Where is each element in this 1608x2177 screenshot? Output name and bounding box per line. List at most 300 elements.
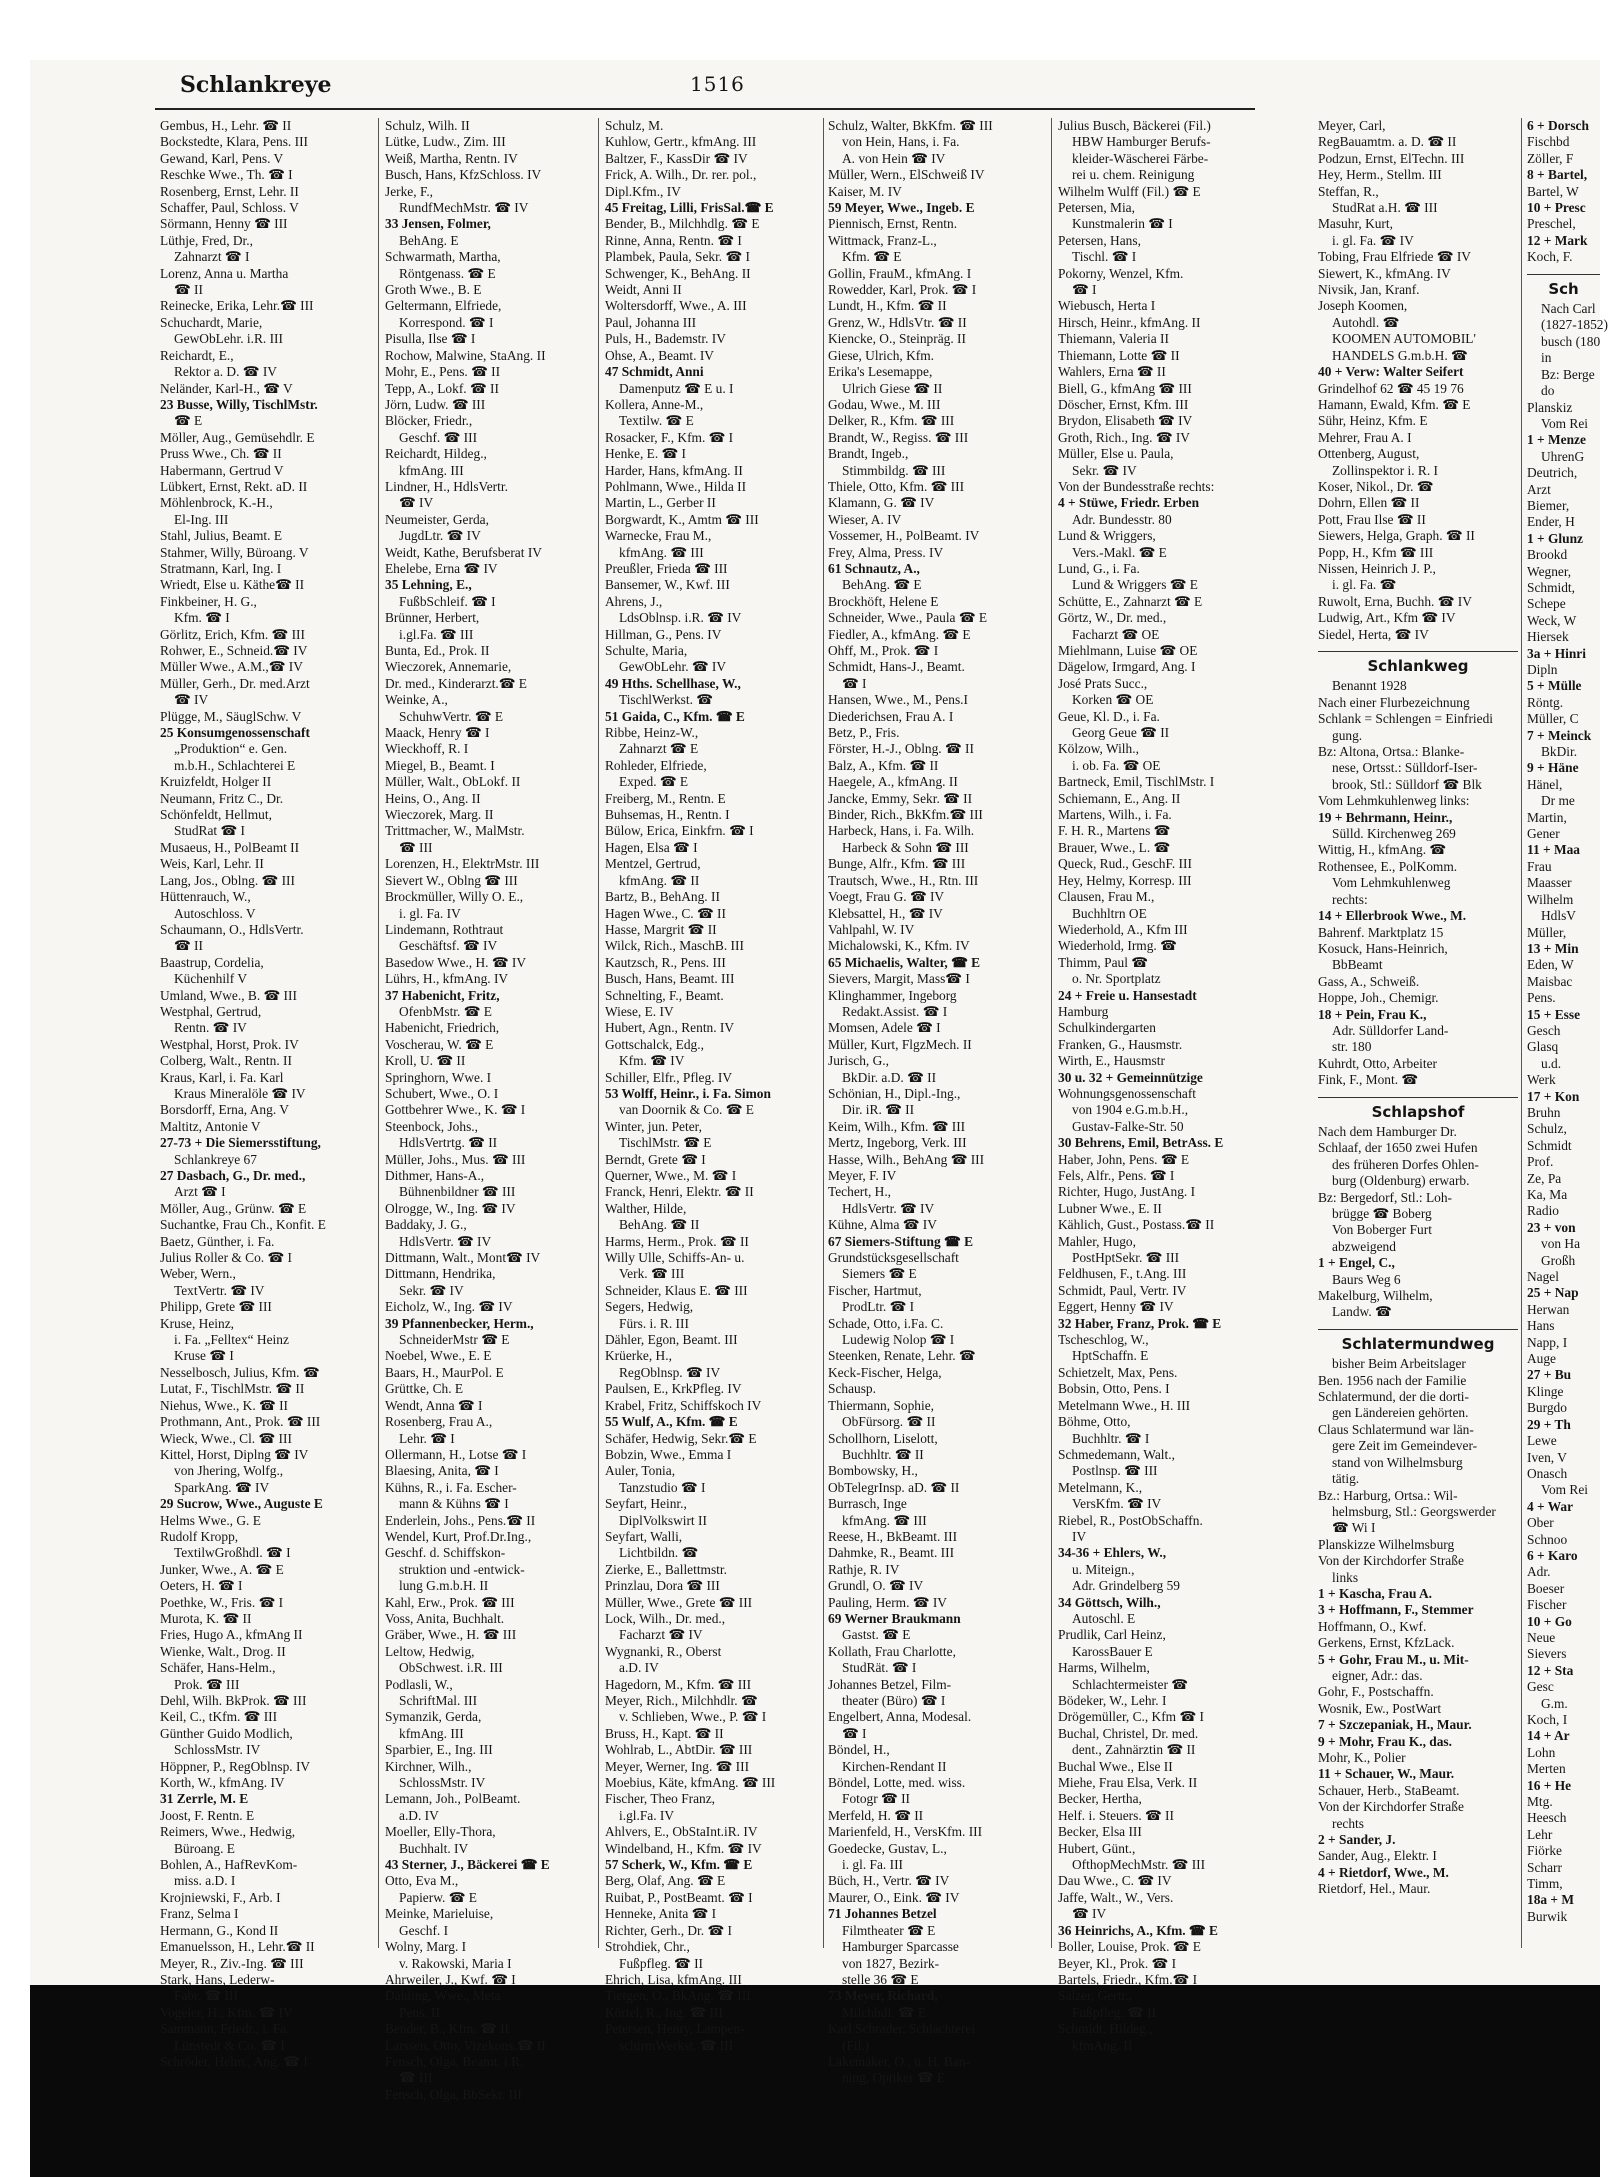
directory-entry: Techert, H., — [828, 1184, 892, 1200]
directory-entry: v. Rakowski, Maria I — [399, 1955, 512, 1971]
directory-entry: busch (180 — [1541, 333, 1601, 349]
directory-entry: Pott, Frau Ilse ☎ II — [1318, 511, 1426, 527]
directory-entry: Nach Carl — [1541, 301, 1596, 317]
running-head: Schlankreye — [180, 72, 332, 98]
directory-entry: Tischl. ☎ I — [1072, 249, 1137, 265]
directory-entry: Neländer, Karl-H., ☎ V — [160, 380, 293, 396]
column-divider — [378, 118, 379, 1948]
directory-entry: Gembus, H., Lehr. ☎ II — [160, 118, 292, 133]
directory-entry: Richter, Hugo, JustAng. I — [1058, 1184, 1196, 1200]
directory-entry: GewObLehr. ☎ IV — [619, 659, 727, 675]
directory-entry: Trautsch, Wwe., H., Rtn. III — [828, 872, 979, 888]
directory-entry: Geue, Kl. D., i. Fa. — [1058, 708, 1160, 724]
directory-entry: SchuhwVertr. ☎ E — [399, 708, 504, 724]
directory-entry: gere Zeit im Gemeindever- — [1332, 1438, 1478, 1454]
directory-entry: Autoschl. E — [1072, 1610, 1136, 1626]
directory-entry: Thiele, Otto, Kfm. ☎ III — [828, 478, 965, 494]
directory-entry: Schütte, E., Zahnarzt ☎ E — [1058, 593, 1203, 609]
directory-entry: Bombowsky, H., — [828, 1463, 918, 1479]
directory-entry: Tietgen, O., BkAng. ☎ III — [605, 1988, 751, 2004]
directory-entry: Blaesing, Anita, ☎ I — [385, 1463, 499, 1479]
directory-entry: struktion und -entwick- — [399, 1561, 525, 1577]
directory-entry: Plambek, Paula, Sekr. ☎ I — [605, 249, 750, 265]
directory-entry: BkDir. — [1541, 744, 1578, 760]
directory-entry: Wosnik, Ew., PostWart — [1318, 1700, 1442, 1716]
column-4 — [828, 118, 1048, 2086]
directory-entry: Klebsattel, H., ☎ IV — [828, 905, 943, 921]
directory-entry: Görtz, W., Dr. med., — [1058, 610, 1167, 626]
directory-entry: Ludewig Nolop ☎ I — [842, 1332, 955, 1348]
directory-entry: Bartneck, Emil, TischlMstr. I — [1058, 774, 1215, 790]
directory-entry: Podlasli, W., — [385, 1676, 453, 1692]
directory-entry: Tscheschlog, W., — [1058, 1332, 1149, 1348]
directory-entry: i. gl. Fa. IV — [399, 905, 461, 921]
directory-entry: Ribbe, Heinz-W., — [605, 725, 699, 741]
directory-entry: Günther Guido Modlich, — [160, 1725, 293, 1741]
directory-entry: Haber, John, Pens. ☎ E — [1058, 1151, 1190, 1167]
directory-entry: Von der Kirchdorfer Straße — [1318, 1553, 1464, 1569]
directory-entry: Voscherau, W. ☎ E — [385, 1036, 494, 1052]
directory-entry: Nissen, Heinrich J. P., — [1318, 560, 1436, 576]
directory-entry: Martin, L., Gerber II — [605, 495, 716, 511]
directory-entry: Nivsik, Jan, Kranf. — [1318, 282, 1420, 298]
directory-entry: Freiberg, M., Rentn. E — [605, 790, 726, 806]
directory-entry: 12 + Sta — [1527, 1662, 1574, 1678]
directory-entry: Mahler, Hugo, — [1058, 1233, 1136, 1249]
directory-entry: Olrogge, W., Ing. ☎ IV — [385, 1200, 516, 1216]
directory-entry: Boller, Louise, Prok. ☎ E — [1058, 1939, 1201, 1955]
directory-entry: Rothensee, E., PolKomm. — [1318, 858, 1458, 874]
directory-entry: Hoppe, Joh., Chemigr. — [1318, 990, 1439, 1006]
directory-entry: Lehr — [1527, 1826, 1553, 1842]
directory-entry: Vom Rei — [1541, 415, 1588, 431]
directory-entry: Ze, Pa — [1527, 1170, 1562, 1186]
directory-entry: 59 Meyer, Wwe., Ingeb. E — [828, 200, 975, 216]
directory-entry: Vahlpahl, W. IV — [828, 921, 915, 937]
directory-entry: rechts — [1332, 1815, 1364, 1831]
directory-entry: Ben. 1956 nach der Familie — [1318, 1372, 1467, 1388]
directory-entry: Mertz, Ingeborg, Verk. III — [828, 1135, 967, 1151]
directory-entry: des früheren Dorfes Ohlen- — [1332, 1156, 1479, 1172]
directory-entry: Kautzsch, R., Pens. III — [605, 954, 726, 970]
directory-entry: Wiederhold, A., Kfm III — [1058, 921, 1188, 937]
directory-entry: 23 + von — [1527, 1219, 1576, 1235]
directory-entry: Fink, F., Mont. ☎ — [1318, 1072, 1419, 1088]
directory-entry: Müller, Kurt, FlgzMech. II — [828, 1036, 972, 1052]
directory-entry: TischlMstr. ☎ E — [619, 1135, 712, 1151]
directory-entry: dent., Zahnärztin ☎ II — [1072, 1742, 1196, 1758]
directory-entry: Schäfer, Hedwig, Sekr.☎ E — [605, 1430, 757, 1446]
directory-entry: Kölzow, Wilh., — [1058, 741, 1139, 757]
directory-entry: Wieczorek, Annemarie, — [385, 659, 512, 675]
directory-entry: Müller Wwe., A.M.,☎ IV — [160, 659, 303, 675]
directory-entry: Hansen, Wwe., M., Pens.I — [828, 692, 968, 708]
directory-entry: StudRat a.H. ☎ III — [1332, 200, 1438, 216]
directory-entry: Brockmüller, Willy O. E., — [385, 889, 524, 905]
directory-entry: Adr. Sülldorfer Land- — [1332, 1022, 1449, 1038]
directory-entry: Wegner, — [1527, 563, 1572, 579]
directory-entry: Metelmann, K., — [1058, 1479, 1143, 1495]
directory-entry: Leltow, Hedwig, — [385, 1643, 475, 1659]
directory-entry: Ehelebe, Erna ☎ IV — [385, 560, 498, 576]
directory-entry: Weis, Karl, Lehr. II — [160, 856, 264, 872]
directory-entry: Nach dem Hamburger Dr. — [1318, 1123, 1457, 1139]
directory-entry: burg (Oldenburg) erwarb. — [1332, 1173, 1470, 1189]
directory-entry: Springhorn, Wwe. I — [385, 1069, 492, 1085]
directory-entry: links — [1332, 1569, 1359, 1585]
directory-entry: ☎ I — [842, 1725, 867, 1741]
directory-entry: Tepp, A., Lokf. ☎ II — [385, 380, 499, 396]
directory-entry: Förster, H.-J., Oblng. ☎ II — [828, 741, 974, 757]
directory-entry: 55 Wulf, A., Kfm. ☎ E — [605, 1414, 738, 1430]
directory-entry: ☎ IV — [174, 692, 209, 708]
directory-entry: 10 + Go — [1527, 1613, 1572, 1629]
directory-entry: Weidt, Kathe, Berufsberat IV — [385, 544, 542, 560]
directory-entry: Henneke, Anita ☎ I — [605, 1906, 717, 1922]
directory-entry: Napp, I — [1527, 1334, 1568, 1350]
directory-entry: Brockhöft, Helene E — [828, 593, 939, 609]
directory-entry: kfmAng. ☎ III — [619, 544, 704, 560]
directory-entry: o. Nr. Sportplatz — [1072, 971, 1161, 987]
directory-entry: Busch, Hans, KfzSchloss. IV — [385, 167, 542, 183]
directory-entry: Dr me — [1541, 793, 1575, 809]
directory-entry: RegBauamtm. a. D. ☎ II — [1318, 134, 1457, 150]
directory-entry: Schausp. — [828, 1381, 876, 1397]
directory-entry: Rathje, R. IV — [828, 1561, 900, 1577]
directory-entry: Becker, Elsa III — [1058, 1824, 1142, 1840]
directory-entry: Hüttenrauch, W., — [160, 889, 251, 905]
directory-entry: Von der Kirchdorfer Straße — [1318, 1799, 1464, 1815]
directory-entry: Klinge — [1527, 1383, 1564, 1399]
directory-entry: ☎ II — [174, 938, 203, 954]
directory-entry: 43 Sterner, J., Bäckerei ☎ E — [385, 1857, 550, 1873]
directory-entry: OfthopMechMstr. ☎ III — [1072, 1857, 1206, 1873]
directory-entry: miss. a.D. I — [174, 1873, 236, 1889]
directory-entry: 9 + Häne — [1527, 760, 1579, 776]
directory-entry: 33 Jensen, Folmer, — [385, 216, 491, 232]
directory-entry: Baars, H., MaurPol. E — [385, 1364, 504, 1380]
directory-entry: Zöller, F — [1527, 150, 1574, 166]
directory-entry: 36 Heinrichs, A., Kfm. ☎ E — [1058, 1922, 1218, 1938]
directory-entry: Lundt, H., Kfm. ☎ II — [828, 298, 947, 314]
directory-entry: LdsOblnsp. i.R. ☎ IV — [619, 610, 742, 626]
directory-entry: Kirchen-Rendant II — [842, 1758, 947, 1774]
directory-entry: Busch, Hans, Beamt. III — [605, 971, 735, 987]
directory-entry: Dipl.Kfm., IV — [605, 183, 681, 199]
directory-entry: KarossBauer E — [1072, 1643, 1153, 1659]
directory-entry: Trittmacher, W., MalMstr. — [385, 823, 525, 839]
directory-entry: Sievers, Margit, Mass☎ I — [828, 971, 970, 987]
directory-entry: Reichardt, E., — [160, 347, 234, 363]
directory-entry: Bz: Bergedorf, Stl.: Loh- — [1318, 1189, 1453, 1205]
directory-entry: Prudlik, Carl Heinz, — [1058, 1627, 1166, 1643]
directory-entry: stand von Wilhelmsburg — [1332, 1454, 1463, 1470]
directory-entry: Reinecke, Erika, Lehr.☎ III — [160, 298, 314, 314]
directory-entry: Buchhltr. ☎ I — [1072, 1430, 1150, 1446]
directory-entry: Sekr. ☎ IV — [1072, 462, 1137, 478]
directory-entry: 35 Lehning, E., — [385, 577, 472, 593]
directory-entry: Kählich, Gust., Postass.☎ II — [1058, 1217, 1215, 1233]
directory-entry: Pauling, Herm. ☎ IV — [828, 1594, 947, 1610]
directory-entry: 6 + Dorsch — [1527, 118, 1589, 133]
directory-entry: Schuchardt, Marie, — [160, 314, 263, 330]
directory-entry: Ollermann, H., Lotse ☎ I — [385, 1446, 527, 1462]
directory-entry: Harder, Hans, kfmAng. II — [605, 462, 743, 478]
column-3 — [605, 118, 820, 2053]
directory-entry: Dittmann, Hendrika, — [385, 1266, 496, 1282]
directory-entry: UhrenG — [1541, 448, 1585, 464]
directory-entry: Fußpfleg. ☎ II — [1072, 2004, 1156, 2020]
directory-entry: u.d. — [1541, 1055, 1562, 1071]
directory-entry: 27 Dasbach, G., Dr. med., — [160, 1168, 306, 1183]
directory-entry: Onasch — [1527, 1465, 1568, 1481]
directory-entry: Rochow, Malwine, StaAng. II — [385, 347, 546, 363]
directory-entry: Frick, A. Wilh., Dr. rer. pol., — [605, 167, 757, 183]
directory-entry: Stahl, Julius, Beamt. E — [160, 528, 282, 544]
directory-entry: 11 + Schauer, W., Maur. — [1318, 1766, 1455, 1782]
directory-entry: theater (Büro) ☎ I — [842, 1693, 946, 1708]
directory-entry: Kahl, Erw., Prok. ☎ III — [385, 1594, 515, 1610]
directory-entry: Julius Roller & Co. ☎ I — [160, 1250, 292, 1266]
directory-entry: Merten — [1527, 1761, 1566, 1777]
directory-entry: Eggert, Henny ☎ IV — [1058, 1299, 1174, 1315]
directory-entry: Puls, H., Bademstr. IV — [605, 331, 726, 347]
directory-entry: Woltersdorff, Wwe., A. III — [605, 298, 747, 314]
directory-entry: ☎ II — [174, 282, 203, 298]
directory-entry: Lichtbildn. ☎ — [619, 1545, 699, 1561]
directory-entry: Brandt, W., Regiss. ☎ III — [828, 429, 969, 445]
directory-entry: eigner, Adr.: das. — [1332, 1667, 1423, 1683]
directory-entry: 13 + Min — [1527, 940, 1579, 956]
directory-entry: RundfMechMstr. ☎ IV — [399, 200, 529, 216]
directory-entry: Koser, Nikol., Dr. ☎ — [1318, 478, 1434, 494]
directory-entry: Brünner, Herbert, — [385, 610, 480, 626]
directory-entry: kleider-Wäscherei Färbe- — [1072, 150, 1209, 166]
directory-entry: Dähling, Wwe., Meta — [385, 1988, 501, 2004]
directory-entry: Hey, Herm., Stellm. III — [1318, 167, 1442, 183]
directory-entry: Kuhlow, Gertr., kfmAng. III — [605, 134, 757, 150]
directory-entry: 1 + Menze — [1527, 432, 1586, 448]
directory-entry: Prok. ☎ III — [174, 1676, 240, 1692]
directory-entry: Buchal, Christel, Dr. med. — [1058, 1725, 1199, 1741]
directory-entry: Ahrweiler, J., Kwf. ☎ I — [385, 1971, 516, 1987]
directory-entry: Hänel, — [1527, 776, 1563, 792]
directory-entry: 61 Schnautz, A., — [828, 560, 920, 576]
directory-entry: Plügge, M., SäuglSchw. V — [160, 708, 302, 724]
directory-entry: TextilwGroßhdl. ☎ I — [174, 1545, 291, 1561]
directory-entry: Küchenhilf V — [174, 971, 248, 987]
directory-entry: Borsdorff, Erna, Ang. V — [160, 1102, 289, 1118]
directory-entry: Mohr, E., Pens. ☎ II — [385, 364, 501, 380]
directory-entry: gung. — [1332, 727, 1363, 743]
directory-entry: Preschel, — [1527, 216, 1576, 232]
directory-entry: Enderlein, Johs., Pens.☎ II — [385, 1512, 536, 1528]
directory-entry: Müller, Wern., ElSchweiß IV — [828, 167, 985, 183]
directory-entry: Betz, P., Fris. — [828, 725, 900, 741]
directory-entry: Colberg, Walt., Rentn. II — [160, 1053, 292, 1069]
directory-entry: Auler, Tonia, — [605, 1463, 676, 1479]
directory-entry: Herwan — [1527, 1301, 1570, 1317]
directory-entry: Hamburger Sparcasse — [842, 1939, 959, 1955]
directory-entry: Geschf. I — [399, 1922, 449, 1938]
directory-entry: Schulz, Walter, BkKfm. ☎ III — [828, 118, 993, 133]
directory-entry: Wahlers, Erna ☎ II — [1058, 364, 1166, 380]
directory-entry: HBW Hamburger Berufs- — [1072, 134, 1211, 150]
directory-entry: Reimers, Wwe., Hedwig, — [160, 1824, 296, 1840]
directory-entry: Petersen, Mia, — [1058, 200, 1135, 216]
directory-entry: 34-36 + Ehlers, W., — [1058, 1545, 1167, 1561]
directory-entry: Autoschloss. V — [174, 905, 256, 921]
directory-entry: 2 + Sander, J. — [1318, 1832, 1396, 1848]
directory-entry: kfmAng. ☎ II — [619, 872, 700, 888]
directory-entry: Hamburg — [1058, 1003, 1109, 1019]
directory-entry: Baddaky, J. G., — [385, 1217, 467, 1233]
directory-entry: Schiemann, E., Ang. II — [1058, 790, 1181, 806]
directory-entry: Schaumann, O., HdlsVertr. — [160, 921, 304, 937]
directory-entry: Martin, — [1527, 809, 1567, 825]
header-rule — [155, 108, 1255, 110]
directory-entry: SchlossMstr. IV — [174, 1742, 261, 1758]
directory-entry: Keil, C., tKfm. ☎ III — [160, 1709, 278, 1725]
directory-entry: Gottbehrer Wwe., K. ☎ I — [385, 1102, 526, 1118]
directory-entry: Henke, E. ☎ I — [605, 446, 687, 462]
directory-entry: Mohr, K., Polier — [1318, 1750, 1406, 1765]
directory-entry: 11 + Maa — [1527, 842, 1581, 858]
directory-entry: i. gl. Fa. ☎ — [1332, 577, 1397, 593]
directory-entry: Schulz, Wilh. II — [385, 118, 470, 133]
directory-entry: Lang, Jos., Oblng. ☎ III — [160, 872, 295, 888]
directory-entry: Meyer, F. IV — [828, 1168, 897, 1183]
directory-entry: Vossemer, H., PolBeamt. IV — [828, 528, 980, 544]
directory-entry: Queck, Rud., GeschF. III — [1058, 856, 1192, 872]
directory-entry: Bunta, Ed., Prok. II — [385, 643, 490, 658]
directory-entry: Kruizfeldt, Holger II — [160, 774, 272, 790]
directory-entry: Habenicht, Friedrich, — [385, 1020, 500, 1036]
directory-entry: gen Ländereien gehörten. — [1332, 1405, 1469, 1421]
directory-entry: Dägelow, Irmgard, Ang. I — [1058, 659, 1196, 675]
directory-entry: Jaffe, Walt., W., Vers. — [1058, 1889, 1174, 1905]
directory-entry: 47 Schmidt, Anni — [605, 364, 704, 380]
directory-entry: Masuhr, Kurt, — [1318, 216, 1393, 232]
directory-entry: Fischer, Theo Franz, — [605, 1791, 716, 1807]
directory-entry: Clausen, Frau M., — [1058, 889, 1155, 905]
directory-entry: Facharzt ☎ IV — [619, 1627, 703, 1643]
directory-entry: schirmWerkst. ☎ III — [619, 2037, 734, 2053]
directory-entry: Vogeler, H., Kfm. ☎ IV — [160, 2004, 293, 2020]
directory-entry: (Fil.) — [842, 2037, 870, 2053]
directory-entry: Sälzer, Gertr., — [1058, 1988, 1132, 2004]
directory-entry: Gewand, Karl, Pens. V — [160, 150, 284, 166]
directory-entry: Harbeck, Hans, i. Fa. Wilh. — [828, 823, 975, 839]
directory-entry: Maack, Henry ☎ I — [385, 725, 490, 741]
directory-entry: a.D. IV — [399, 1807, 439, 1823]
directory-entry: SchlossMstr. IV — [399, 1775, 486, 1791]
directory-entry: „Produktion“ e. Gen. — [174, 741, 288, 757]
directory-entry: Steffan, R., — [1318, 183, 1379, 199]
page-header — [180, 70, 1300, 104]
directory-entry: Pohlmann, Wwe., Hilda II — [605, 478, 747, 494]
directory-entry: Rohleder, Elfriede, — [605, 757, 707, 773]
directory-entry: Fensch, Olga, BbSekr. III — [385, 2086, 522, 2102]
directory-entry: Lund, G., i. Fa. — [1058, 560, 1140, 576]
directory-entry: Momsen, Adele ☎ I — [828, 1020, 941, 1036]
directory-entry: Rentn. ☎ IV — [174, 1020, 247, 1036]
directory-entry: Neumann, Fritz C., Dr. — [160, 790, 284, 806]
directory-entry: Groth Wwe., B. E — [385, 282, 482, 298]
directory-entry: PostHptSekr. ☎ III — [1072, 1250, 1180, 1266]
directory-entry: Pens. — [1527, 990, 1556, 1006]
directory-entry: HptSchaffn. E — [1072, 1348, 1149, 1364]
directory-entry: Arzt — [1527, 481, 1551, 497]
directory-entry: ObTelegrInsp. aD. ☎ II — [828, 1479, 960, 1495]
directory-entry: Kunstmalerin ☎ I — [1072, 216, 1173, 232]
directory-entry: Zahnarzt ☎ E — [619, 741, 699, 757]
directory-entry: Korth, W., kfmAng. IV — [160, 1775, 285, 1791]
directory-entry: Bz: Berge — [1541, 366, 1595, 382]
directory-entry: i. Fa. „Felltex“ Heinz — [174, 1332, 289, 1348]
directory-entry: Pokorny, Wenzel, Kfm. — [1058, 265, 1184, 281]
directory-entry: Moeller, Elly-Thora, — [385, 1824, 496, 1840]
directory-entry: Postlnsp. ☎ III — [1072, 1463, 1158, 1479]
directory-entry: Wohnungsgenossenschaft — [1058, 1085, 1197, 1101]
directory-entry: Filmtheater ☎ E — [842, 1922, 936, 1938]
directory-entry: Meinke, Marieluise, — [385, 1906, 494, 1922]
directory-entry: Gräber, Wwe., H. ☎ III — [385, 1627, 517, 1643]
directory-entry: Hubert, Günt., — [1058, 1840, 1136, 1856]
directory-entry: Keim, Wilh., Kfm. ☎ III — [828, 1118, 966, 1134]
directory-entry: Schwarmath, Martha, — [385, 249, 501, 265]
directory-entry: F. H. R., Martens ☎ — [1058, 823, 1171, 839]
directory-entry: Dohrn, Ellen ☎ II — [1318, 495, 1420, 511]
directory-entry: Schulz, — [1527, 1121, 1567, 1137]
directory-entry: Bühnenbildner ☎ III — [399, 1184, 516, 1200]
directory-entry: Fotogr ☎ II — [842, 1791, 911, 1807]
directory-entry: Giese, Ulrich, Kfm. — [828, 347, 934, 363]
directory-entry: Möhlenbrock, K.-H., — [160, 495, 273, 511]
directory-entry: ☎ Wi I — [1332, 1520, 1376, 1536]
directory-entry: Görlitz, Erich, Kfm. ☎ III — [160, 626, 305, 642]
directory-entry: HdlsVertr. ☎ IV — [842, 1200, 935, 1216]
directory-entry: Baltzer, F., KassDir ☎ IV — [605, 150, 748, 166]
directory-entry: Müller, Gerh., Dr. med.Arzt — [160, 675, 310, 691]
directory-entry: Brydon, Elisabeth ☎ IV — [1058, 413, 1193, 429]
directory-entry: Zahnarzt ☎ I — [174, 249, 250, 265]
directory-entry: Thimm, Paul ☎ — [1058, 954, 1148, 970]
directory-entry: Wohlrab, L., AbtDir. ☎ III — [605, 1742, 753, 1758]
directory-entry: Keck-Fischer, Helga, — [828, 1364, 942, 1380]
directory-entry: Ohse, A., Beamt. IV — [605, 347, 714, 363]
directory-entry: Noebel, Wwe., E. E — [385, 1348, 492, 1364]
directory-entry: Großh — [1541, 1252, 1576, 1268]
directory-entry: Weber, Wern., — [160, 1266, 236, 1282]
directory-entry: Lemann, Joh., PolBeamt. — [385, 1791, 521, 1807]
directory-entry: BehAng. ☎ E — [842, 577, 922, 593]
directory-entry: Claus Schlatermund war län- — [1318, 1421, 1474, 1437]
directory-entry: Ludwig, Art., Kfm ☎ IV — [1318, 610, 1456, 626]
directory-entry: Philipp, Grete ☎ III — [160, 1299, 272, 1315]
directory-entry: Burrasch, Inge — [828, 1496, 907, 1512]
directory-entry: FußbSchleif. ☎ I — [399, 593, 496, 609]
directory-entry: Querner, Wwe., M. ☎ I — [605, 1168, 737, 1183]
directory-entry: Helms Wwe., G. E — [160, 1512, 261, 1528]
directory-entry: 29 + Th — [1527, 1416, 1571, 1432]
directory-entry: 25 Konsumgenossenschaft — [160, 725, 310, 741]
directory-entry: Koch, F. — [1527, 249, 1573, 265]
directory-entry: Koch, I — [1527, 1712, 1568, 1727]
directory-entry: brook, Stl.: Sülldorf ☎ Blk — [1332, 776, 1482, 792]
directory-entry: Sekr. ☎ IV — [399, 1282, 464, 1298]
directory-entry: Dähler, Egon, Beamt. III — [605, 1332, 738, 1348]
